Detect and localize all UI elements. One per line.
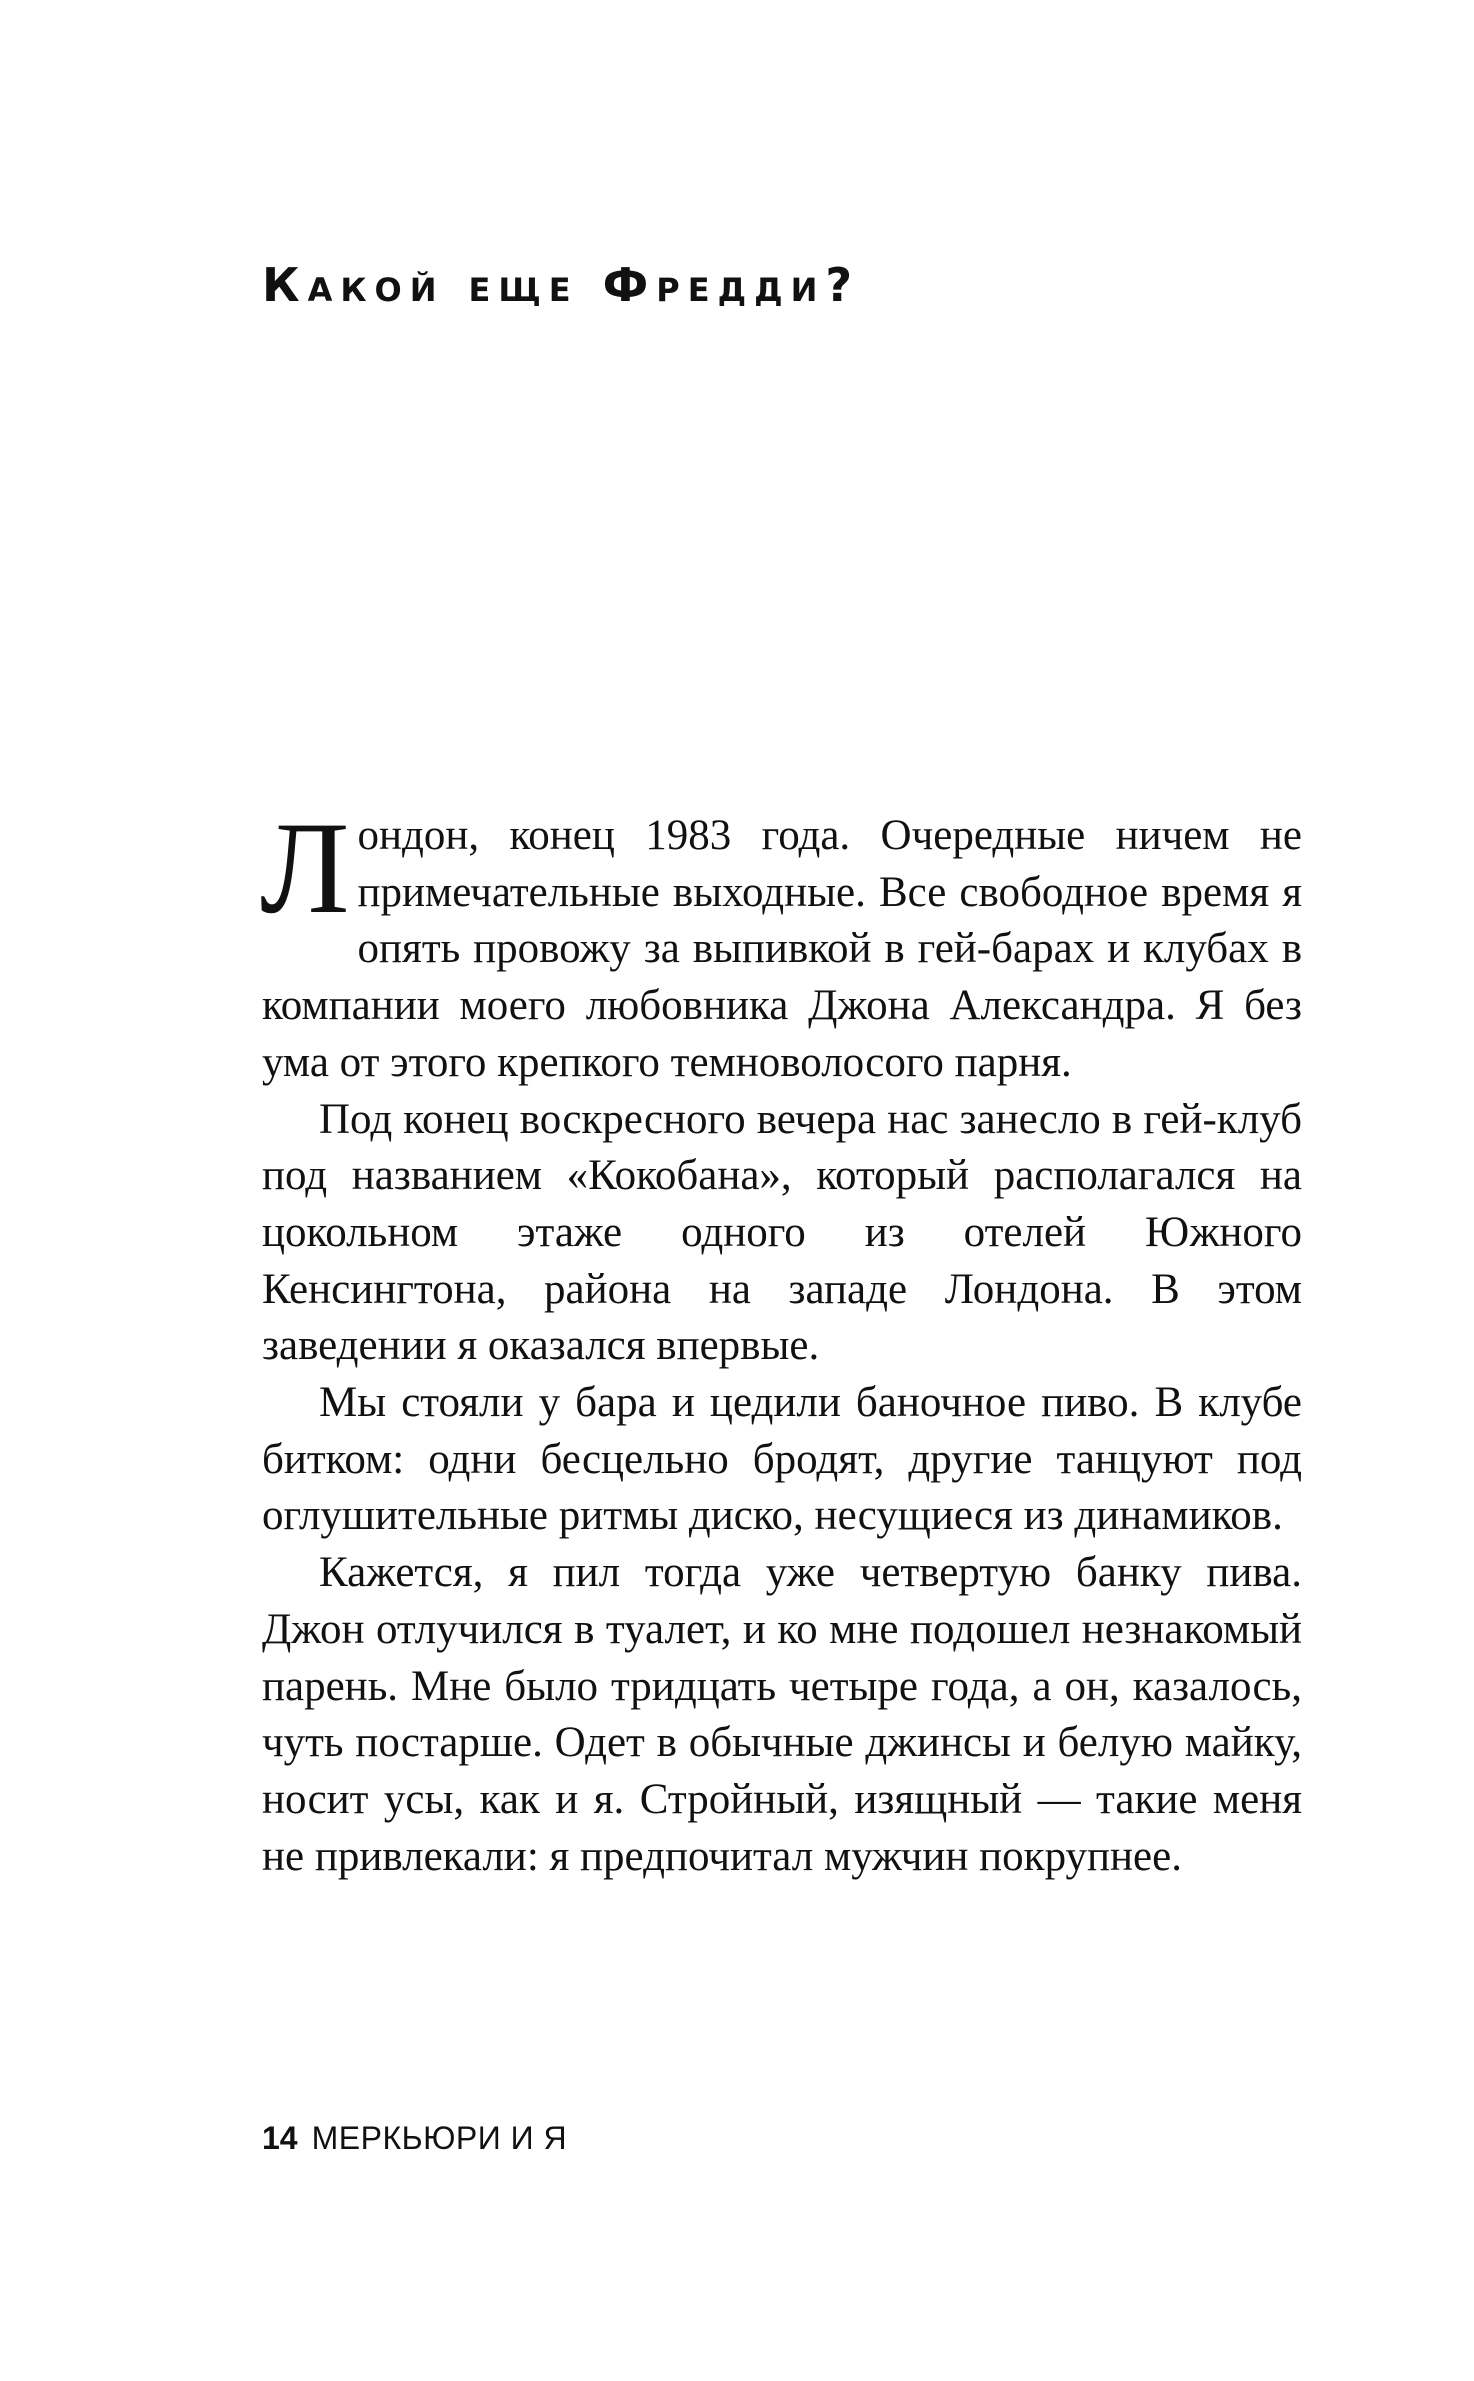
page-number: 14	[262, 2120, 298, 2156]
paragraph-1	[260, 794, 1302, 1092]
paragraph-2: Под конец воскресного вечера нас занесло в гей-клуб под названием «Кокобана», который располагался на цокольном этаже одного из отелей Южного Кенсингтона, района на западе Лондона. В этом заведении я оказался впервые.	[262, 1095, 1302, 1370]
paragraph-3: Мы стояли у бара и цедили баночное пиво. В клубе битком: одни бесцельно бродят, другие танцуют под оглушительные ритмы диско, несущиеся из динамиков.	[262, 1379, 1302, 1540]
drop-cap: Л	[260, 794, 350, 941]
chapter-title: Какой еще Фредди?	[262, 258, 861, 312]
paragraph-4: Кажется, я пил тогда уже четвертую банку пива. Джон отлучился в туалет, и ко мне подошел незнакомый парень. Мне было тридцать четыре года, а он, казалось, чуть постарше. Одет в обычные джинсы и белую майку, носит усы, как и я. Стройный, изящный — такие меня не привлекали: я предпочитал мужчин покрупнее.	[262, 1549, 1302, 1880]
page-footer	[262, 2118, 567, 2158]
running-head: МЕРКЬЮРИ И Я	[311, 2120, 568, 2156]
body-text	[260, 794, 1302, 1885]
paragraph-1-text: ондон, конец 1983 года. Очередные ничем не примечательные выходные. Все свободное время я опять провожу за выпивкой в гей-барах и клубах в компании моего любовника Джона Александра. Я без ума от этого крепкого темноволосого парня.	[262, 812, 1302, 1086]
